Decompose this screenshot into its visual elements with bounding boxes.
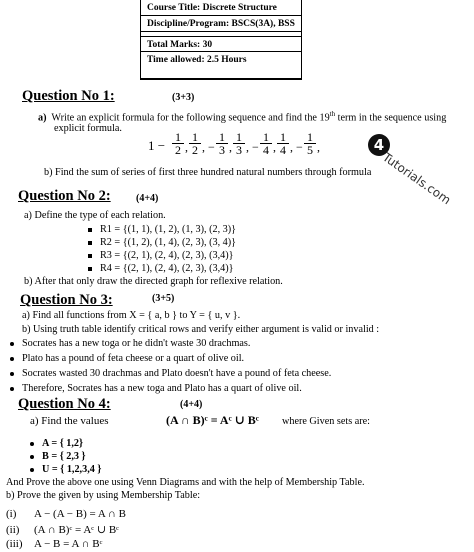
set-item bbox=[30, 451, 86, 462]
question-1-title: Question No 1: bbox=[22, 88, 115, 104]
time-allowed: Time allowed: 2.5 Hours bbox=[147, 55, 247, 65]
relation-item bbox=[88, 263, 234, 274]
sequence-separator: , bbox=[229, 140, 232, 154]
q4-part-a: a) Find the values bbox=[30, 415, 109, 427]
proof-item bbox=[6, 538, 102, 550]
sequence-separator: , − bbox=[202, 140, 215, 154]
relation-item bbox=[88, 224, 236, 235]
argument-item bbox=[10, 353, 244, 364]
total-marks: Total Marks: 30 bbox=[141, 36, 301, 52]
fraction-denominator: 2 bbox=[192, 143, 198, 157]
q1-a-sup: th bbox=[329, 110, 336, 118]
argument-item bbox=[10, 338, 250, 349]
set-a: A = { 1,2} bbox=[42, 438, 84, 449]
question-4-title: Question No 4: bbox=[18, 396, 111, 412]
fraction-numerator: 1 bbox=[277, 132, 289, 144]
sequence-fraction bbox=[172, 132, 184, 156]
relation-r1: R1 = {(1, 1), (1, 2), (1, 3), (2, 3)} bbox=[100, 224, 237, 235]
proof-expr: A − (A − B) = A ∩ B bbox=[34, 508, 126, 520]
sequence-separator: , − bbox=[246, 140, 259, 154]
discipline: Discipline/Program: BSCS(3A), BSS bbox=[141, 16, 301, 32]
fraction-denominator: 4 bbox=[280, 143, 286, 157]
q3-part-a: a) Find all functions from X = { a, b } to Y = { u, v }. bbox=[22, 310, 241, 321]
q4-given: where Given sets are: bbox=[282, 416, 370, 427]
set-u: U = { 1,2,3,4 } bbox=[42, 464, 102, 475]
watermark-text: Tutorials.com bbox=[379, 150, 454, 208]
question-2-marks: (4+4) bbox=[136, 193, 159, 204]
sequence-fraction bbox=[260, 132, 272, 156]
set-b: B = { 2,3 } bbox=[42, 451, 86, 462]
sequence-start: 1 − bbox=[148, 138, 166, 153]
q4-prove-venn: And Prove the above one using Venn Diagrams and with the help of Membership Table. bbox=[6, 477, 365, 488]
bullet-icon bbox=[30, 455, 34, 459]
q1-a-label: a) bbox=[38, 112, 47, 124]
exam-header-box bbox=[140, 0, 302, 80]
sequence-separator: , bbox=[317, 140, 320, 154]
bullet-icon bbox=[10, 357, 14, 361]
bullet-icon bbox=[30, 468, 34, 472]
sequence-fraction bbox=[189, 132, 201, 156]
q1-a-text-3: explicit formula. bbox=[54, 123, 122, 134]
sequence-fraction bbox=[277, 132, 289, 156]
bullet-icon bbox=[10, 342, 14, 346]
relation-r2: R2 = {(1, 2), (1, 4), (2, 3), (3, 4)} bbox=[100, 237, 237, 248]
square-bullet-icon bbox=[88, 241, 92, 245]
question-4-marks: (4+4) bbox=[180, 399, 203, 410]
fraction-numerator: 1 bbox=[233, 132, 245, 144]
fraction-numerator: 1 bbox=[189, 132, 201, 144]
relation-item bbox=[88, 250, 234, 261]
course-title: Course Title: Discrete Structure bbox=[141, 0, 301, 16]
premise-2: Plato has a pound of feta cheese or a quart of olive oil. bbox=[22, 353, 245, 364]
premise-3: Socrates wasted 30 drachmas and Plato doesn't have a pound of feta cheese. bbox=[22, 368, 332, 379]
relation-item bbox=[88, 237, 236, 248]
argument-item bbox=[10, 368, 331, 379]
proof-item bbox=[6, 523, 119, 536]
bullet-icon bbox=[30, 442, 34, 446]
q1-a-text-1: Write an explicit formula for the following sequence and find the 19 bbox=[51, 112, 330, 124]
proof-number: (i) bbox=[6, 508, 17, 520]
fraction-denominator: 4 bbox=[263, 143, 269, 157]
q1-part-a bbox=[38, 110, 446, 123]
q1-a-text-2: term in the sequence using bbox=[335, 112, 447, 124]
bullet-icon bbox=[10, 372, 14, 376]
tutorials-logo-badge: 4 bbox=[368, 134, 390, 156]
relation-r3: R3 = {(2, 1), (2, 4), (2, 3), (3,4)} bbox=[100, 250, 234, 261]
fraction-denominator: 5 bbox=[307, 143, 313, 157]
sequence-separator: , bbox=[185, 140, 188, 154]
fraction-denominator: 3 bbox=[236, 143, 242, 157]
question-3-marks: (3+5) bbox=[152, 293, 175, 304]
fraction-numerator: 1 bbox=[216, 132, 228, 144]
proof-number: (ii) bbox=[6, 524, 20, 536]
bullet-icon bbox=[10, 387, 14, 391]
q2-part-a: a) Define the type of each relation. bbox=[24, 210, 166, 221]
proof-expr: (A ∩ B)ᶜ = Aᶜ ∪ Bᶜ bbox=[34, 524, 119, 536]
fraction-numerator: 1 bbox=[260, 132, 272, 144]
argument-item bbox=[10, 383, 302, 394]
q4-part-b: b) Prove the given by using Membership Table: bbox=[6, 490, 201, 501]
square-bullet-icon bbox=[88, 267, 92, 271]
sequence-separator: , − bbox=[290, 140, 303, 154]
question-2-title: Question No 2: bbox=[18, 188, 111, 204]
relation-r4: R4 = {(2, 1), (2, 4), (2, 3), (3,4)} bbox=[100, 263, 234, 274]
fraction-denominator: 3 bbox=[219, 143, 225, 157]
q4-formula: (A ∩ B)ᶜ = Aᶜ ∪ Bᶜ bbox=[166, 413, 259, 427]
square-bullet-icon bbox=[88, 254, 92, 258]
fraction-numerator: 1 bbox=[172, 132, 184, 144]
sequence-fraction bbox=[216, 132, 228, 156]
proof-item bbox=[6, 508, 126, 520]
q1-part-b: b) Find the sum of series of first three hundred natural numbers through formula bbox=[44, 167, 372, 178]
sequence-separator: , bbox=[273, 140, 276, 154]
premise-1: Socrates has a new toga or he didn't waste 30 drachmas. bbox=[22, 338, 251, 349]
set-item bbox=[30, 438, 83, 449]
fraction-denominator: 2 bbox=[175, 143, 181, 157]
question-1-marks: (3+3) bbox=[172, 92, 195, 103]
fraction-numerator: 1 bbox=[304, 132, 316, 144]
q2-part-b: b) After that only draw the directed graph for reflexive relation. bbox=[24, 276, 283, 287]
set-item bbox=[30, 464, 101, 475]
proof-number: (iii) bbox=[6, 538, 23, 550]
sequence-fraction bbox=[304, 132, 316, 156]
question-3-title: Question No 3: bbox=[20, 292, 113, 308]
sequence-fraction bbox=[233, 132, 245, 156]
conclusion: Therefore, Socrates has a new toga and Plato has a quart of olive oil. bbox=[22, 383, 302, 394]
square-bullet-icon bbox=[88, 228, 92, 232]
proof-expr: A − B = A ∩ Bᶜ bbox=[34, 538, 103, 550]
q3-part-b: b) Using truth table identify critical rows and verify either argument is valid or invalid : bbox=[22, 324, 380, 335]
